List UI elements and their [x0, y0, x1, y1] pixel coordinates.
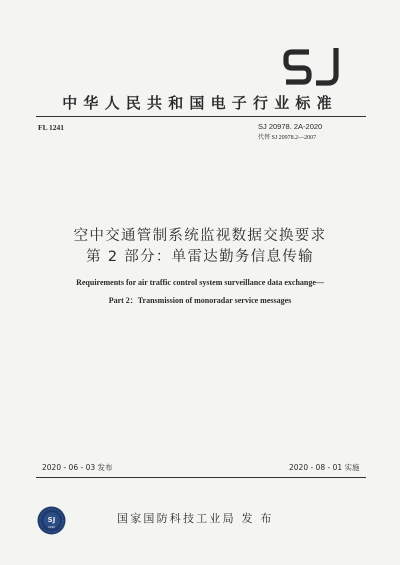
replaces-standard: 代替 SJ 20978.2—2007: [258, 135, 317, 141]
chinese-title-line-1: 空中交通管制系统监视数据交换要求: [73, 228, 327, 244]
english-title-line-1: Requirements for air traffic control system surveillance data exchange—: [76, 278, 324, 287]
sj-logo-graphic: [283, 46, 345, 88]
publisher: 国家国防科技工业局 发 布: [117, 512, 274, 525]
header-divider: [36, 116, 366, 117]
chinese-title-line-2: 第 2 部分：单雷达勤务信息传输: [86, 249, 314, 265]
sj-seal-icon: [37, 506, 66, 535]
standard-number: SJ 20978. 2A-2020: [258, 122, 323, 131]
sj-seal-graphic: [37, 506, 66, 535]
english-title-line-2: Part 2：Transmission of monoradar service messages: [108, 296, 292, 305]
standard-category-title: 中华人民共和国电子行业标准: [62, 94, 338, 112]
sj-logo-icon: [283, 46, 345, 88]
implementation-date: 2020 - 08 - 01 实施: [289, 463, 360, 472]
issue-date: 2020 - 06 - 03 发布: [42, 463, 113, 472]
seal-year: 2020: [47, 525, 56, 529]
seal-text: SJ: [47, 516, 56, 525]
ics-code: FL 1241: [38, 123, 65, 132]
footer-divider: [36, 477, 366, 478]
